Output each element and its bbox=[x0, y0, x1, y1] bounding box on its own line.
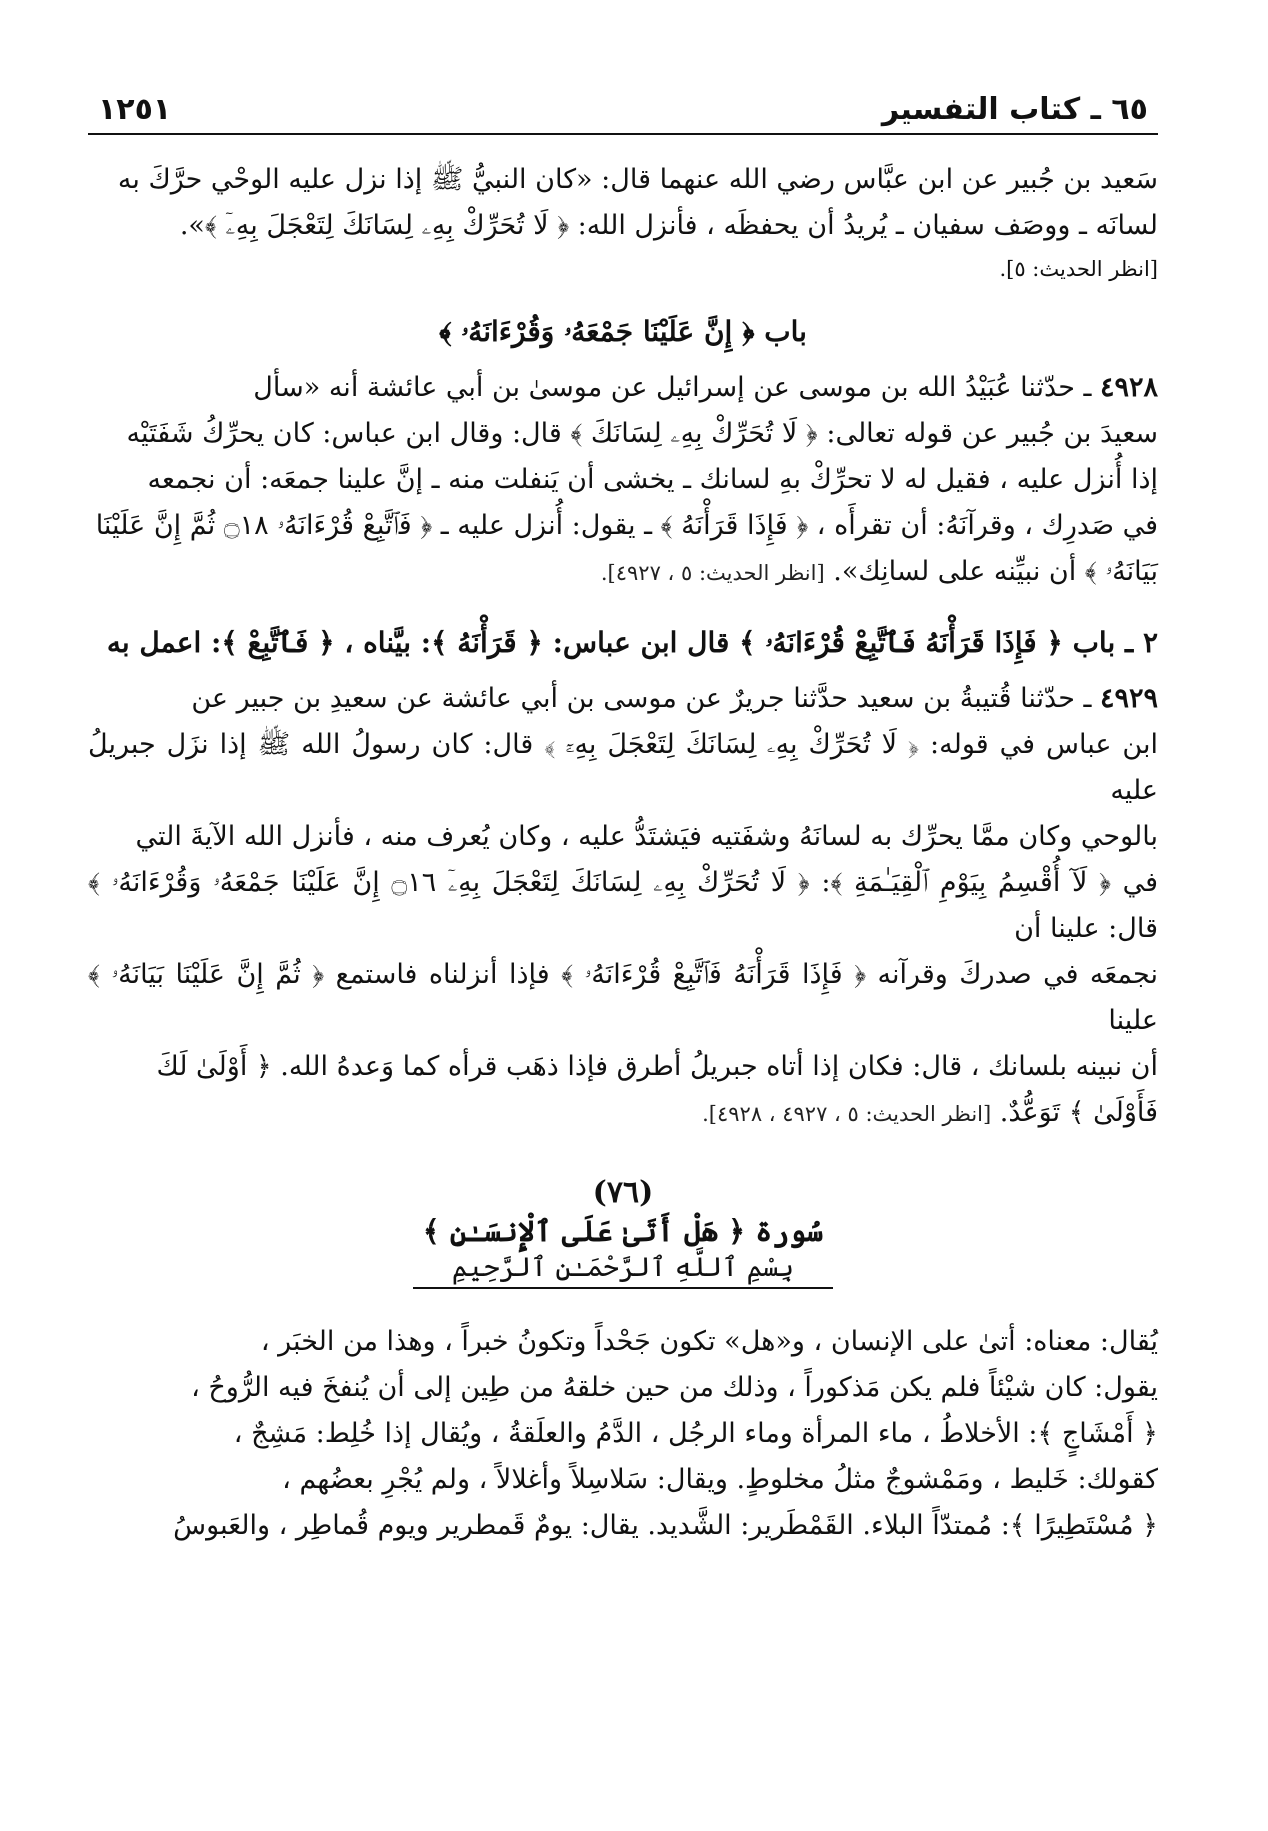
text-line: في ﴿ لَآ أُقْسِمُ بِيَوْمِ ٱلْقِيَـٰمَةِ ﴾: ﴿ لَا تُحَرِّكْ بِهِۦ لِسَانَكَ لِتَعْجَلَ بِهِۦٓ ۝١٦ إِنَّ عَلَيْنَا جَمْعَهُۥ وَقُرْءَانَهُۥ ﴾ قال: علينا أن bbox=[88, 867, 1159, 944]
surah-header bbox=[88, 1175, 1158, 1289]
hadith-reference: [انظر الحديث: ٥]. bbox=[999, 257, 1158, 281]
text-line: أن نبينه بلسانك ، قال: فكان إذا أتاه جبريلُ أطرق فإذا ذهَب قرأه كما وَعدهُ الله. ﴿ أَوْلَىٰ لَكَ bbox=[156, 1051, 1158, 1082]
text-line: ﴿ مُسْتَطِيرًا ﴾: مُمتدّاً البلاء. القَمْطَرير: الشَّديد. يقال: يومٌ قَمطرير ويوم قُماطِر ، والعَبوسُ bbox=[173, 1510, 1158, 1541]
text-line: ـ حدّثنا قُتيبةُ بن سعيد حدَّثنا جريرٌ عن موسى بن أبي عائشة عن سعيدِ بن جبير عن bbox=[191, 683, 1092, 714]
basmala: بِسْمِ ٱللَّهِ ٱلرَّحْمَـٰنِ ٱلرَّحِيمِ bbox=[413, 1252, 833, 1289]
text-line: يقول: كان شيْئاً فلم يكن مَذكوراً ، وذلك من حين خلقهُ من طِين إلى أن يُنفخَ فيه الرُّوحُ ، bbox=[191, 1372, 1158, 1403]
text-line: بالوحي وكان ممَّا يحرِّك به لسانَهُ وشفَتيه فيَشتَدُّ عليه ، وكان يُعرف منه ، فأنزل الله الآيةَ التي bbox=[135, 821, 1158, 852]
hadith-4928 bbox=[88, 365, 1158, 596]
text-line: لسانَه ـ ووصَف سفيان ـ يُريدُ أن يحفظَه ، فأنزل الله: ﴿ لَا تُحَرِّكْ بِهِۦ لِسَانَكَ لِتَعْجَلَ بِهِۦٓ ﴾». bbox=[179, 210, 1158, 241]
text-line: بَيَانَهُۥ ﴾ أن نبيِّنه على لسانِك». bbox=[833, 556, 1158, 587]
hadith-reference: [انظر الحديث: ٥ ، ٤٩٢٧]. bbox=[600, 561, 825, 585]
surah-title: سُورة ﴿ هَلْ أَتَىٰ عَلَى ٱلْإِنسَـٰنِ ﴾ bbox=[422, 1214, 824, 1248]
hadith-last-line bbox=[88, 1090, 1158, 1137]
page-number: ١٢٥١ bbox=[98, 92, 172, 127]
text-line: كقولك: خَليط ، ومَمْشوجٌ مثلُ مخلوطٍ. ويقال: سَلاسِلاً وأغلالاً ، ولم يُجْرِ بعضُهم ، bbox=[282, 1464, 1158, 1495]
top-hadith-continuation bbox=[88, 157, 1158, 281]
hadith-first-line bbox=[88, 676, 1158, 722]
text-line: سَعيد بن جُبير عن ابن عبَّاس رضي الله عنهما قال: «كان النبيُّ ﷺ إذا نزل عليه الوحْي حرَّكَ به bbox=[117, 164, 1158, 195]
hadith-first-line bbox=[88, 365, 1158, 411]
page-header bbox=[88, 92, 1158, 135]
hadith-reference: [انظر الحديث: ٥ ، ٤٩٢٧ ، ٤٩٢٨]. bbox=[702, 1102, 992, 1126]
hadith-number: ٤٩٢٩ bbox=[1099, 683, 1158, 714]
text-line: يُقال: معناه: أتىٰ على الإنسان ، و«هل» تكون جَحْداً وتكونُ خبراً ، وهذا من الخبَر ، bbox=[260, 1326, 1158, 1357]
surah-commentary bbox=[88, 1319, 1158, 1549]
text-line: فَأَوْلَىٰ ﴾ تَوَعُّدٌ. bbox=[999, 1097, 1158, 1128]
text-line: ـ حدّثنا عُبَيْدُ الله بن موسى عن إسرائيل عن موسىٰ بن أبي عائشة أنه «سأل bbox=[253, 372, 1092, 403]
text-line: ابن عباس في قوله: ﴿ لَا تُحَرِّكْ بِهِۦ لِسَانَكَ لِتَعْجَلَ بِهِۦٓ ﴾ قال: كان رسولُ الله ﷺ إذا نزَل جبريلُ عليه bbox=[88, 729, 1158, 806]
text-line: في صَدرِك ، وقرآنَهُ: أن تقرأَه ، ﴿ فَإِذَا قَرَأْنَهُ ﴾ ـ يقول: أُنزل عليه ـ ﴿ فَٱتَّبِعْ قُرْءَانَهُۥ ۝١٨ ثُمَّ إِنَّ عَلَيْنَا bbox=[95, 510, 1158, 541]
text-line: سعيدَ بن جُبير عن قوله تعالى: ﴿ لَا تُحَرِّكْ بِهِۦ لِسَانَكَ ﴾ قال: وقال ابن عباس: كان يحرِّكُ شَفَتَيْه bbox=[126, 418, 1158, 449]
bab-heading: ٢ ـ باب ﴿ فَإِذَا قَرَأْنَهُ فَٱتَّبِعْ قُرْءَانَهُۥ ﴾ قال ابن عباس: ﴿ قَرَأْنَهُ ﴾: بيَّناه ، ﴿ فَٱتَّبِعْ ﴾: اعمل به bbox=[106, 626, 1158, 659]
chapter-title: ٦٥ ـ كتاب التفسير bbox=[881, 92, 1148, 127]
bab-heading: باب ﴿ إِنَّ عَلَيْنَا جَمْعَهُۥ وَقُرْءَانَهُۥ ﴾ bbox=[439, 315, 807, 348]
hadith-last-line bbox=[88, 549, 1158, 596]
text-line: نجمعَه في صدركَ وقرآنه ﴿ فَإِذَا قَرَأْنَهُ فَٱتَّبِعْ قُرْءَانَهُۥ ﴾ فإذا أنزلناه فاستمع ﴿ ثُمَّ إِنَّ عَلَيْنَا بَيَانَهُۥ ﴾ علينا bbox=[88, 959, 1158, 1036]
text-line: ﴿ أَمْشَاجٍ ﴾: الأخلاطُ ، ماء المرأة وماء الرجُل ، الدَّمُ والعلَقةُ ، ويُقال إذا خُلِط: مَشِجٌ ، bbox=[233, 1418, 1158, 1449]
hadith-number: ٤٩٢٨ bbox=[1099, 372, 1158, 403]
text-line: إذا أُنزل عليه ، فقيل له لا تحرِّكْ بهِ لسانك ـ يخشى أن يَنفلت منه ـ إنَّ علينا جمعَه: أن نجمعه bbox=[147, 464, 1158, 495]
hadith-4929 bbox=[88, 676, 1158, 1137]
surah-number: (٧٦) bbox=[592, 1175, 654, 1210]
